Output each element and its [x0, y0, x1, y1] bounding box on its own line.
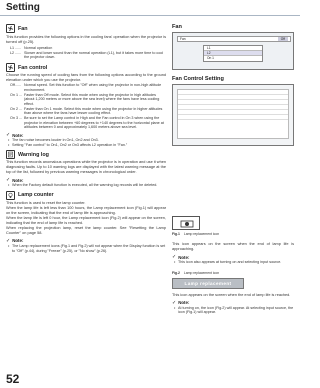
fan-control-on1-key: On 1 ... — [10, 92, 23, 97]
fig-1-description: This icon appears on the screen when the end of lamp life is approaching. — [172, 242, 294, 251]
right-note-2-text: At turning on, the icon (Fig.2) will appear. At selecting input source, the icon (Fig.1) will appear. — [178, 305, 294, 315]
warning-log-title: Warning log — [18, 151, 49, 158]
fan-control-right-heading: Fan Control Setting — [172, 76, 224, 82]
fan-title: Fan — [18, 25, 28, 32]
page-title: Setting — [6, 2, 40, 13]
fan-section-head — [6, 24, 166, 33]
fan-menu-list — [203, 45, 263, 62]
fan-control-off-key: Off...... — [10, 83, 21, 88]
fan-control-on3-value: Be sure to set the Lamp control in High and the Fan control in On 3 when using the projector in elevation between +60 degrees to +140 degrees to the horizontal plane at altitudes between 0 and approximately 1,600 meters above sea level. — [24, 116, 164, 130]
note-1-label: Note: — [12, 132, 24, 138]
fan-icon — [6, 24, 15, 33]
fan-menu-row-1[interactable]: L1 — [204, 46, 262, 51]
fan-menu-top-bar — [177, 36, 291, 42]
fan-menu-row-3[interactable]: On 1 — [207, 56, 214, 60]
fig-1-label: Fig.1 — [172, 232, 180, 236]
fan-menu-row-2[interactable]: L2 — [204, 51, 262, 56]
lamp-counter-text-2: When the lamp life is left less than 100 hours, the Lamp replacement icon (Fig.1) will appear on the screen, indicating that the end of lamp life is approaching. — [6, 205, 166, 215]
fig-1-caption-row — [172, 232, 294, 236]
fan-control-panel — [177, 89, 289, 139]
check-icon: ✓ — [6, 132, 11, 139]
fan-menu-top-label: Fan — [180, 37, 186, 41]
fan-control-on3-row — [6, 116, 166, 130]
lamp-counter-icon — [6, 191, 15, 200]
fig-2-caption: Lamp replacement icon — [183, 270, 220, 275]
fan-l1-value: Normal operation — [24, 46, 53, 50]
note-2-bullet-1: • When the Factory default function is executed, all the warning log records will be deleted. — [8, 183, 158, 188]
fan-control-on2-value: Faster than On 1 mode. Select this mode when using the projector in higher altitudes than above where the fans have lesser cooling effect. — [24, 106, 163, 116]
fan-l2-value: Slower and lower sound than the normal operation (L1), but it takes more time to cool the projector down. — [24, 50, 164, 60]
fig-1-caption: Lamp replacement icon — [183, 232, 220, 236]
lamp-counter-text-3: When the lamp life is left 0 hour, the Lamp replacement icon (Fig.2) will appear on the screen, indicating that the end of lamp life is reached. — [6, 215, 166, 225]
check-icon: ✓ — [172, 299, 177, 306]
fan-control-title: Fan control — [18, 64, 48, 71]
right-note-1-bullet: • This icon also appears at turning on and selecting input source. — [174, 260, 282, 264]
fan-menu-screenshot — [172, 32, 294, 70]
fan-l2-key: L2 ...... — [10, 50, 22, 55]
right-note-1-text: This icon also appears at turning on and selecting input source. — [178, 260, 282, 264]
fan-control-on2-row — [6, 107, 166, 116]
fan-control-on1-value: Faster than Off mode. Select this mode when using the projector in high altitudes (about 1,200 meters or more above the sea level) where the fans have less cooling effect. — [24, 92, 160, 106]
fig-2-banner-text: Lamp replacement — [184, 280, 232, 286]
fan-control-icon — [6, 63, 15, 72]
fan-l1-key: L1 ...... — [10, 46, 22, 50]
right-note-2-bullet: • At turning on, the icon (Fig.2) will appear. At selecting input source, the icon (Fig.1) will appear. — [174, 305, 294, 315]
note-1-bullet-2: • Setting "Fan control" to On1, On2 or On3 affects L2 operation in "Fan." — [8, 142, 128, 147]
note-2-label: Note: — [12, 177, 24, 183]
lamp-counter-section-head — [6, 191, 166, 200]
fan-control-on3-key: On 3 ... — [10, 116, 23, 121]
warning-log-section-head — [6, 150, 166, 159]
fan-control-section-head — [6, 63, 166, 72]
fan-menu-top-value: Off — [278, 37, 288, 41]
fig-2-caption-row — [172, 271, 294, 275]
left-column — [6, 22, 166, 253]
right-note-1-label: Note: — [178, 254, 190, 260]
note-1-text-1: The fan noise becomes louder in On1, On2 and On3. — [12, 138, 99, 143]
fig-2-label: Fig.2 — [172, 270, 180, 275]
check-icon: ✓ — [6, 237, 11, 244]
fan-control-on2-key: On 2 ... — [10, 106, 23, 111]
fan-right-heading: Fan — [172, 24, 182, 30]
fan-intro: This function provides the following options in the cooling fans' operation when the projector is turned off (p.25). — [6, 35, 166, 44]
lamp-counter-text-1: This function is used to reset the lamp counter. — [6, 200, 86, 205]
lamp-counter-text-4: When replacing the projection lamp, reset the lamp counter. See "Resetting the Lamp Counter" on page 58. — [6, 225, 166, 235]
check-icon: ✓ — [6, 177, 11, 184]
fan-control-intro: Choose the running speed of cooling fans from the following options according to the ground elevation under which you use the projector. — [6, 73, 166, 83]
note-3-label: Note: — [12, 238, 24, 244]
note-3-text-1: The Lamp replacement icons (Fig.1 and Fig.2) will not appear when the Display function is set to "Off" (p.44), during "Freeze" (p.25), or "No show" (p.26). — [12, 243, 166, 253]
fan-control-on1-row — [6, 93, 166, 107]
fan-control-screenshot — [172, 84, 294, 146]
right-note-2-label: Note: — [178, 300, 190, 306]
lamp-counter-title: Lamp counter — [18, 192, 54, 199]
warning-log-icon — [6, 150, 15, 159]
page-header — [0, 0, 300, 16]
fig-1-lamp-icon — [172, 216, 200, 230]
fig-2-description: This icon appears on the screen when the end of lamp life is reached. — [172, 292, 291, 297]
fan-control-off-row — [6, 83, 166, 92]
warning-log-text: This function records anomalous operations while the projector is in operation and use it when diagnosing faults. Up to 10 warning logs are displayed with the latest warning message at the top of the list, followed by previous warning messages in chronological order. — [6, 160, 166, 175]
right-column — [172, 22, 294, 315]
fan-control-off-value: Normal speed. Set this function to "Off" when using the projector in non-high altitude environment. — [24, 83, 162, 92]
check-icon: ✓ — [172, 254, 177, 260]
page-number: 52 — [6, 372, 20, 386]
note-1-bullet-1: • The fan noise becomes louder in On1, On2 and On3. — [8, 138, 99, 143]
note-2-text-1: When the Factory default function is executed, all the warning log records will be deleted. — [12, 183, 158, 188]
note-1-text-2: Setting "Fan control" to On1, On2 or On3 affects L2 operation in "Fan." — [12, 142, 128, 147]
note-3-bullet-1: • The Lamp replacement icons (Fig.1 and Fig.2) will not appear when the Display function is set to "Off" (p.44), during "Freeze" (p.25), or "No show" (p.26). — [8, 243, 166, 253]
fan-l2-row — [6, 51, 166, 60]
fig-2-banner — [172, 278, 244, 289]
